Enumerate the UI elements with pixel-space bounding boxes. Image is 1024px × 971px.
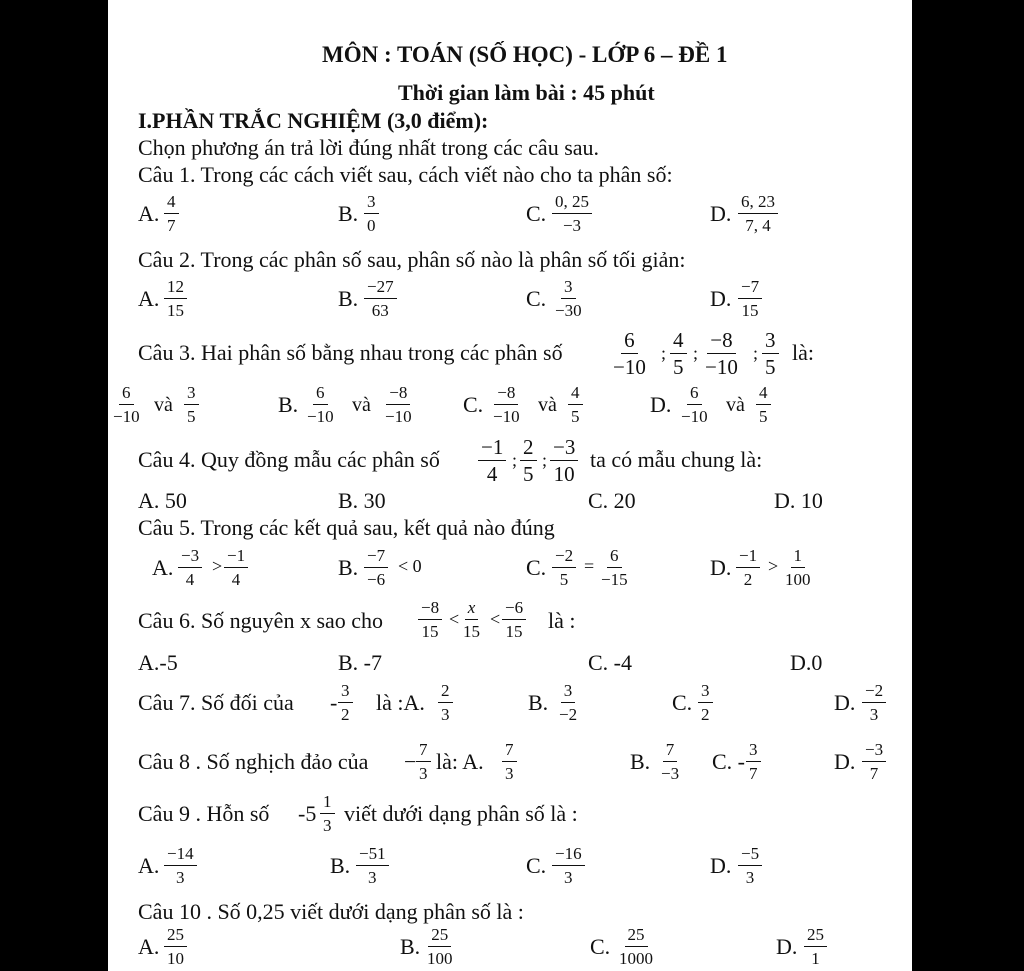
- q3-b-and: và: [352, 394, 371, 416]
- q3-end: là:: [792, 340, 814, 365]
- q2-b-fraction: $\frac{-27}{63}$: [364, 277, 397, 320]
- q5-c-fraction-1: $\frac{-2}{5}$: [552, 546, 576, 589]
- q9-whole: -5: [298, 801, 317, 826]
- q2-a-fraction: $\frac{12}{15}$: [164, 277, 187, 320]
- q6-lt-2: <: [490, 609, 501, 629]
- question-6: Câu 6. Số nguyên x sao cho: [138, 608, 384, 633]
- q4-end: ta có mẫu chung là:: [590, 447, 763, 472]
- q3-a-fraction-2: $\frac{3}{5}$: [184, 383, 199, 426]
- q10-d-label: D.: [776, 934, 798, 959]
- q7-minus: -: [330, 690, 338, 715]
- q2-d-fraction: $\frac{-7}{15}$: [738, 277, 762, 320]
- q3-b-fraction-2: $\frac{-8}{-10}$: [385, 383, 412, 426]
- q5-b-label: B.: [338, 555, 359, 580]
- q3-fraction-4: $\frac{3}{5}$: [762, 329, 779, 378]
- q3-d-and: và: [726, 394, 745, 416]
- q8-c-label: C. -: [712, 749, 745, 774]
- q3-a-fraction-1: $\frac{6}{-10}$: [113, 383, 140, 426]
- q6-option-b: B. -7: [338, 650, 382, 675]
- q7-c-fraction: $\frac{3}{2}$: [698, 681, 713, 724]
- q3-a-and: và: [154, 394, 173, 416]
- q5-a-fraction-2: $\frac{-1}{4}$: [224, 546, 248, 589]
- q6-fraction-3: $\frac{-6}{15}$: [502, 598, 526, 641]
- q3-fraction-2: $\frac{4}{5}$: [670, 329, 687, 378]
- question-7: Câu 7. Số đối của: [138, 690, 294, 715]
- q5-d-label: D.: [710, 555, 732, 580]
- q9-c-fraction: $\frac{-16}{3}$: [552, 844, 585, 887]
- q9-d-fraction: $\frac{-5}{3}$: [738, 844, 762, 887]
- q2-a-label: A.: [138, 286, 160, 311]
- q9-b-fraction: $\frac{-51}{3}$: [356, 844, 389, 887]
- q10-b-label: B.: [400, 934, 421, 959]
- q3-c-fraction-2: $\frac{4}{5}$: [568, 383, 583, 426]
- q3-c-and: và: [538, 394, 557, 416]
- q6-option-a: A.-5: [138, 650, 178, 675]
- q3-d-fraction-2: $\frac{4}{5}$: [756, 383, 771, 426]
- q4-option-b: B. 30: [338, 488, 386, 513]
- q9-d-label: D.: [710, 853, 732, 878]
- q8-fraction: $\frac{7}{3}$: [416, 740, 431, 783]
- question-9: Câu 9 . Hỗn số: [138, 801, 270, 826]
- q8-mid: là: A.: [436, 749, 484, 774]
- q10-c-label: C.: [590, 934, 611, 959]
- q3-fraction-3: $\frac{-8}{-10}$: [705, 328, 738, 379]
- q9-c-label: C.: [526, 853, 547, 878]
- q3-sep-3: ;: [753, 343, 759, 363]
- q5-a-op: >: [212, 556, 223, 576]
- q6-option-d: D.0: [790, 650, 823, 675]
- q4-fraction-2: $\frac{2}{5}$: [520, 436, 537, 485]
- q10-b-fraction: $\frac{25}{100}$: [427, 925, 453, 968]
- q9-b-label: B.: [330, 853, 351, 878]
- question-8: Câu 8 . Số nghịch đảo của: [138, 749, 369, 774]
- exam-paper: [108, 0, 912, 971]
- q2-c-label: C.: [526, 286, 547, 311]
- question-10: Câu 10 . Số 0,25 viết dưới dạng phân số là :: [138, 899, 524, 924]
- q9-end: viết dưới dạng phân số là :: [344, 801, 578, 826]
- q2-b-label: B.: [338, 286, 359, 311]
- exam-time: Thời gian làm bài : 45 phút: [398, 80, 655, 105]
- q4-option-c: C. 20: [588, 488, 636, 513]
- q4-option-d: D. 10: [774, 488, 823, 513]
- q3-d-label: D.: [650, 392, 672, 417]
- q7-b-fraction: $\frac{3}{-2}$: [559, 681, 578, 724]
- q7-d-label: D.: [834, 690, 856, 715]
- q5-d-fraction-2: $\frac{1}{100}$: [785, 546, 811, 589]
- q1-b-fraction: $\frac{3}{0}$: [364, 192, 379, 235]
- q7-c-label: C.: [672, 690, 693, 715]
- q6-lt-1: <: [449, 609, 460, 629]
- q1-a-fraction: $\frac{4}{7}$: [164, 192, 179, 235]
- q3-b-fraction-1: $\frac{6}{-10}$: [307, 383, 334, 426]
- q1-c-label: C.: [526, 201, 547, 226]
- q6-option-c: C. -4: [588, 650, 632, 675]
- question-5: Câu 5. Trong các kết quả sau, kết quả nào đúng: [138, 515, 555, 540]
- question-2: Câu 2. Trong các phân số sau, phân số nào là phân số tối giản:: [138, 247, 686, 272]
- q5-a-fraction-1: $\frac{-3}{4}$: [178, 546, 202, 589]
- q3-b-label: B.: [278, 392, 299, 417]
- q10-c-fraction: $\frac{25}{1000}$: [619, 925, 653, 968]
- q7-a-fraction: $\frac{2}{3}$: [438, 681, 453, 724]
- q3-fraction-1: $\frac{6}{-10}$: [613, 328, 646, 379]
- q1-b-label: B.: [338, 201, 359, 226]
- q2-c-fraction: $\frac{3}{-30}$: [555, 277, 582, 320]
- q10-a-fraction: $\frac{25}{10}$: [164, 925, 187, 968]
- q4-sep-2: ;: [542, 450, 548, 470]
- exam-title: MÔN : TOÁN (SỐ HỌC) - LỚP 6 – ĐỀ 1: [322, 42, 728, 67]
- q4-fraction-3: $\frac{-3}{10}$: [550, 436, 578, 485]
- q1-d-label: D.: [710, 201, 732, 226]
- q6-fraction-2: $\frac{x}{15}$: [463, 598, 480, 641]
- q2-d-label: D.: [710, 286, 732, 311]
- q4-option-a: A. 50: [138, 488, 187, 513]
- q5-b-fraction: $\frac{-7}{-6}$: [364, 546, 388, 589]
- q7-d-fraction: $\frac{-2}{3}$: [862, 681, 886, 724]
- q1-c-fraction: $\frac{0, 25}{-3}$: [552, 192, 592, 235]
- q8-b-fraction: $\frac{7}{-3}$: [661, 740, 680, 783]
- q4-fraction-1: $\frac{-1}{4}$: [478, 436, 506, 485]
- q8-d-fraction: $\frac{-3}{7}$: [862, 740, 886, 783]
- q8-d-label: D.: [834, 749, 856, 774]
- q1-d-fraction: $\frac{6, 23}{7, 4}$: [738, 192, 778, 235]
- q10-d-fraction: $\frac{25}{1}$: [804, 925, 827, 968]
- q3-c-label: C.: [463, 392, 484, 417]
- q3-d-fraction-1: $\frac{6}{-10}$: [681, 383, 708, 426]
- q7-fraction: $\frac{3}{2}$: [338, 681, 353, 724]
- q8-minus: −: [404, 749, 417, 774]
- q7-b-label: B.: [528, 690, 549, 715]
- q5-d-fraction-1: $\frac{-1}{2}$: [736, 546, 760, 589]
- question-1: Câu 1. Trong các cách viết sau, cách viết nào cho ta phân số:: [138, 162, 673, 187]
- q10-a-label: A.: [138, 934, 160, 959]
- q5-a-label: A.: [152, 555, 174, 580]
- q7-mid: là :A.: [376, 690, 425, 715]
- q5-b-op: < 0: [398, 556, 422, 576]
- q8-c-fraction: $\frac{3}{7}$: [746, 740, 761, 783]
- q3-c-fraction-1: $\frac{-8}{-10}$: [493, 383, 520, 426]
- q5-d-op: >: [768, 556, 779, 576]
- q6-end: là :: [548, 608, 576, 633]
- q4-sep-1: ;: [512, 450, 518, 470]
- q8-b-label: B.: [630, 749, 651, 774]
- q8-a-fraction: $\frac{7}{3}$: [502, 740, 517, 783]
- q9-fraction: $\frac{1}{3}$: [320, 792, 335, 835]
- question-3: Câu 3. Hai phân số bằng nhau trong các phân số: [138, 340, 563, 365]
- q5-c-op: =: [584, 556, 595, 576]
- instruction: Chọn phương án trả lời đúng nhất trong các câu sau.: [138, 135, 600, 160]
- q5-c-fraction-2: $\frac{6}{-15}$: [601, 546, 628, 589]
- q9-a-label: A.: [138, 853, 160, 878]
- section-title: I.PHẦN TRẮC NGHIỆM (3,0 điểm):: [138, 108, 489, 133]
- q3-sep-2: ;: [693, 343, 699, 363]
- question-4: Câu 4. Quy đồng mẫu các phân số: [138, 447, 440, 472]
- q5-c-label: C.: [526, 555, 547, 580]
- q6-fraction-1: $\frac{-8}{15}$: [418, 598, 442, 641]
- q9-a-fraction: $\frac{-14}{3}$: [164, 844, 197, 887]
- q1-a-label: A.: [138, 201, 160, 226]
- q3-sep-1: ;: [661, 343, 667, 363]
